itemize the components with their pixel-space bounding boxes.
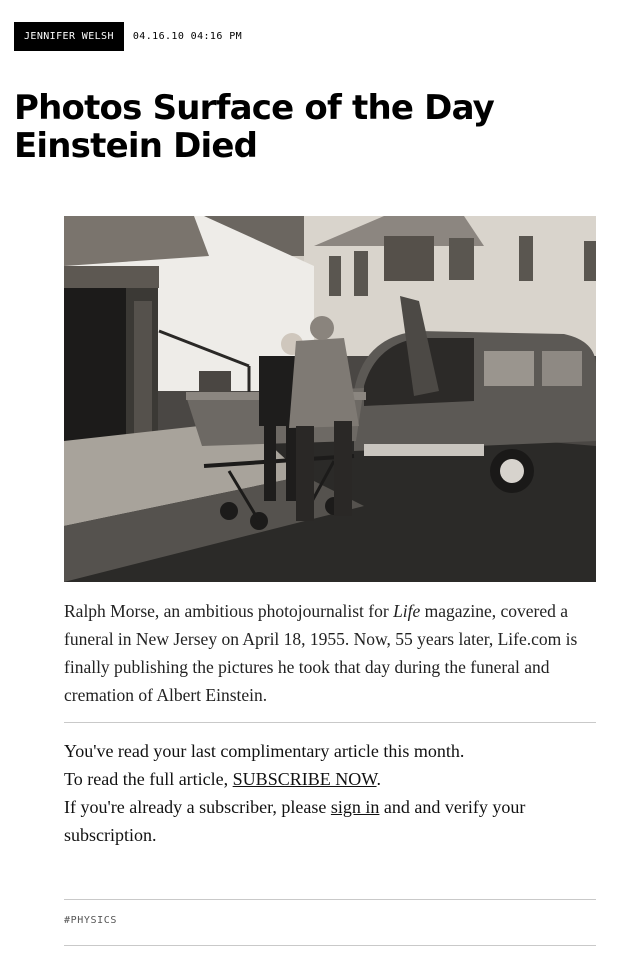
paywall-signin-line [64,793,596,849]
article-photo [64,216,596,582]
tag-link[interactable]: #PHYSICS [64,915,117,926]
divider [64,722,596,723]
signin-suffix: and and verify your subscription. [64,797,526,845]
divider [64,899,596,900]
caption-publication: Life [393,601,421,621]
photo-caption [64,597,604,709]
subscribe-prompt: To read the full article, [64,769,233,789]
signin-link[interactable]: sign in [330,797,380,817]
byline [14,22,242,51]
caption-text: Ralph Morse, an ambitious photojournalist for [64,601,394,621]
publish-timestamp: 04.16.10 04:16 PM [132,31,243,42]
paywall-notice [64,737,596,849]
author-link[interactable]: JENNIFER WELSH [14,22,124,51]
divider [64,945,596,946]
article-headline: Photos Surface of the Day Einstein Died [14,88,495,166]
signin-prompt: If you're already a subscriber, please [64,797,331,817]
paywall-message: You've read your last complimentary article this month. [64,741,465,761]
paywall-subscribe-line [64,765,596,793]
subscribe-punctuation: . [376,769,382,789]
subscribe-link[interactable]: SUBSCRIBE NOW [232,769,377,789]
caption-text-continued: magazine, covered a funeral in New Jersey on April 18, 1955. Now, 55 years later, Life.com is finally publishing the pictures he took that day during the funeral and cremation of Albert Einstein. [64,601,578,705]
hearse-photo-illustration [64,216,596,582]
